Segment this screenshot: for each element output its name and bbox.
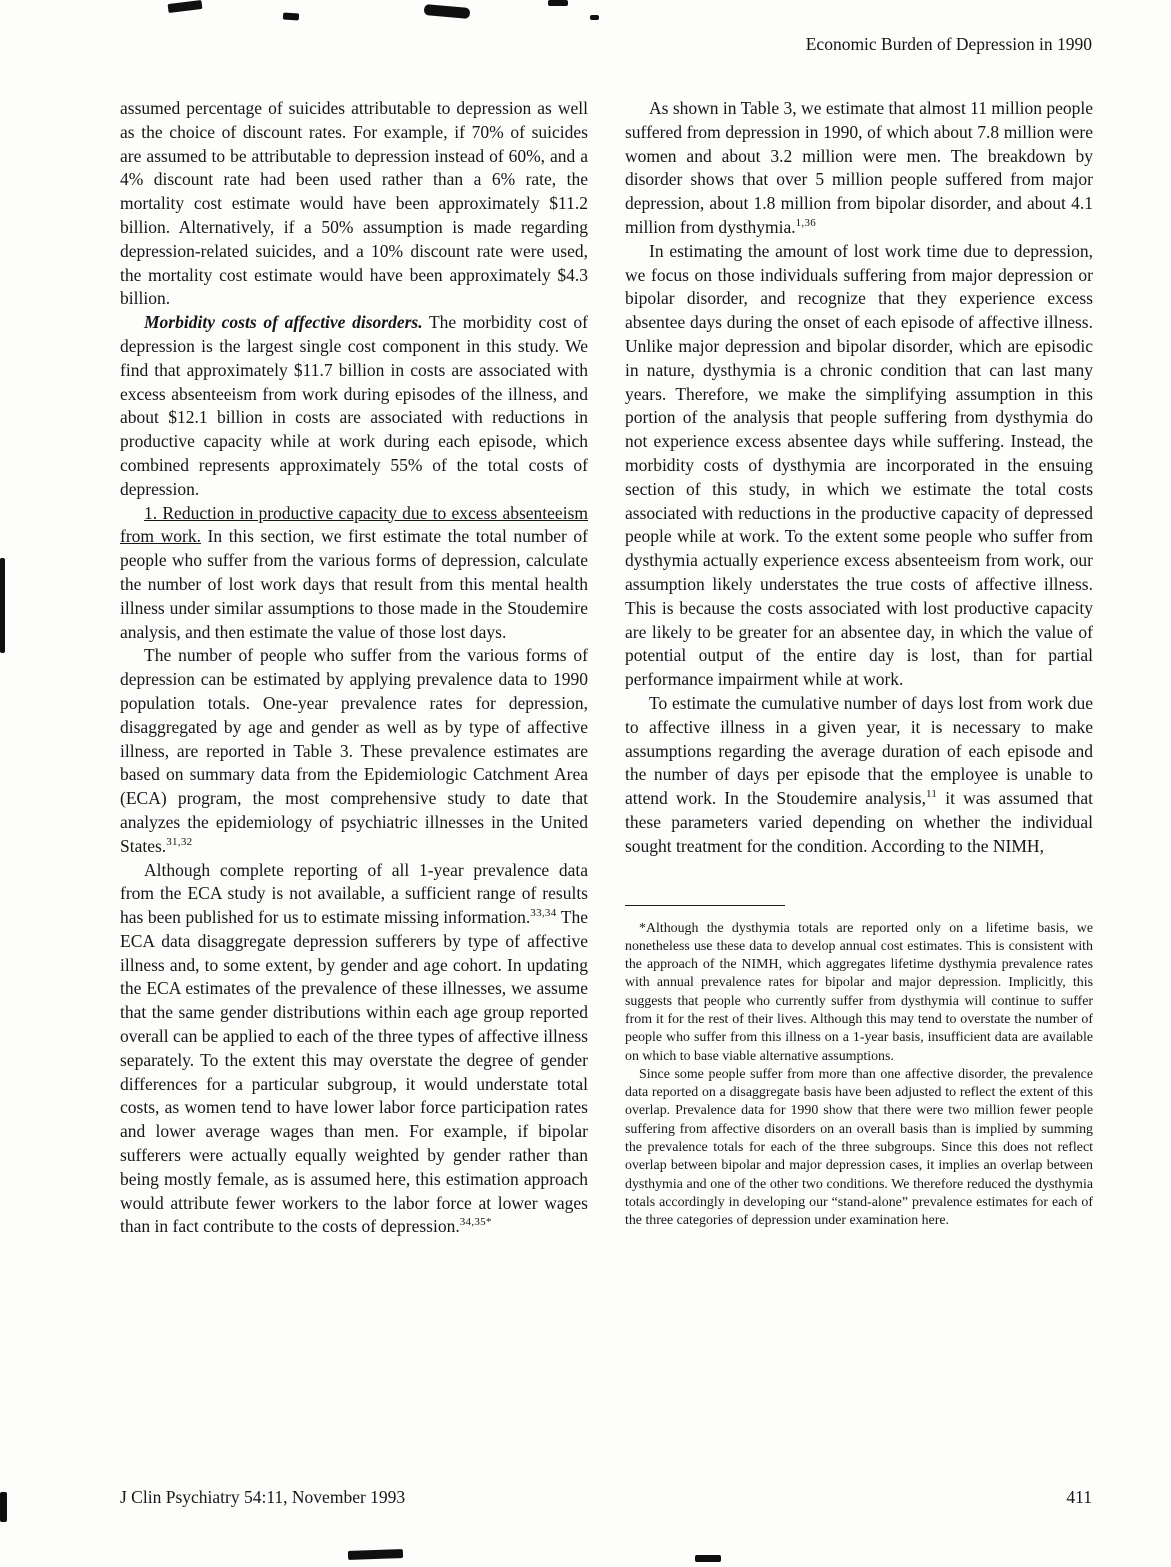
footnote-block <box>625 905 1093 1231</box>
paragraph <box>120 97 588 311</box>
paragraph <box>625 97 1093 240</box>
scan-artifact <box>168 0 203 13</box>
section-heading-underlined: 1. Reduction in productive capacity due to excess absenteeism from work. <box>120 502 588 547</box>
scan-artifact <box>348 1549 403 1560</box>
paragraph <box>120 502 588 645</box>
page-number: 411 <box>1066 1487 1092 1507</box>
footnote-paragraph <box>625 920 1093 1066</box>
citation-ref: 1,36 <box>795 217 817 230</box>
paragraph-lead-bold-italic: Morbidity costs of affective disorders. <box>144 312 423 333</box>
text-run: *Although the dysthymia totals are reported only on a lifetime basis, we nonetheless use these data to develop annual cost estimates. This is consistent with the approach of the NIMH, which aggregates lifetime dysthymia prevalence rates with annual prevalence rates for bipolar and major depression. Implicitly, this suggests that people who currently suffer from dysthymia will continue to suffer from it for the rest of their lives. Although this may tend to overstate the number of people who suffer from this illness on a 1-year basis, insufficient data are available on which to base viable alternative assumptions. <box>625 920 1093 1064</box>
running-footer <box>120 1487 1092 1508</box>
paragraph <box>625 240 1093 692</box>
text-run: In estimating the amount of lost work time due to depression, we focus on those individuals suffering from major depression or bipolar disorder, and recognize that they experience excess absentee days during the onset of each episode of affective illness. Unlike major depression and bipolar disorder, which are episodic in nature, dysthymia is a chronic condition that can last many years. Therefore, we make the simplifying assumption in this portion of the analysis that people suffering from dysthymia do not experience excess absentee days while suffering. Instead, the morbidity costs of dysthymia are incorporated in the ensuing section of this study, in which we estimate the total costs associated with reductions in the productive capacity of depressed people while at work. To the extent some people who suffer from dysthymia actually experience excess absenteeism from work, our assumption likely understates the true costs of affective illness. This is because the costs associated with lost productive capacity are likely to be greater for an absentee day, in which the value of potential output of the entire day is lost, than for partial performance impairment while at work. <box>625 240 1093 690</box>
text-run: In this section, we first estimate the total number of people who suffer from the various forms of depression, calculate the number of lost work days that result from this mental health illness under similar assumptions to those made in the Stoudemire analysis, and then estimate the value of those lost days. <box>120 526 589 642</box>
scan-artifact <box>695 1555 721 1562</box>
text-run: The number of people who suffer from the various forms of depression can be estimated by applying prevalence data to 1990 population totals. One-year prevalence rates for depression, disaggregated by age and gender as well as by type of affective illness, are reported in Table 3. These prevalence estimates are based on summary data from the Epidemiologic Catchment Area (ECA) program, the most comprehensive study to date that analyzes the epidemiology of psychiatric illnesses in the United States. <box>120 645 588 856</box>
running-header-title: Economic Burden of Depression in 1990 <box>805 34 1092 54</box>
body-columns <box>120 97 1092 1239</box>
paragraph <box>120 859 588 1240</box>
running-header <box>120 34 1092 55</box>
text-run: Since some people suffer from more than one affective disorder, the prevalence data reported on a disaggregate basis have been adjusted to reflect the extent of this overlap. Prevalence data for 1990 show that there were two million fewer people suffering from affective disorders on an overall basis than is implied by summing the prevalence totals for each of the three subgroups. Since this does not reflect overlap between bipolar and major depression cases, it implies an overlap between dysthymia and one of the other two conditions. We therefore reduced the dysthymia totals accordingly in developing our “stand-alone” prevalence estimates for each of the three categories of depression under examination here. <box>625 1066 1093 1229</box>
journal-citation: J Clin Psychiatry 54:11, November 1993 <box>120 1487 406 1507</box>
footnote-paragraph <box>625 1066 1093 1231</box>
text-run: The morbidity cost of depression is the largest single cost component in this study. We find that approximately $11.7 billion in costs are associated with excess absenteeism from work during episodes of the illness, and about $12.1 billion in costs are associated with reductions in productive capacity while at work during each episode, which combined represents approximately 55% of the total costs of depression. <box>120 312 588 499</box>
text-run: As shown in Table 3, we estimate that almost 11 million people suffered from depression in 1990, of which about 7.8 million were women and about 3.2 million were men. The breakdown by disorder shows that over 5 million people suffered from major depression, about 1.8 million from bipolar disorder, and about 4.1 million from dysthymia. <box>625 98 1093 237</box>
citation-ref: 31,32 <box>166 835 193 848</box>
paragraph <box>625 692 1093 859</box>
scan-artifact <box>0 1492 7 1522</box>
citation-ref: 33,34 <box>530 907 557 920</box>
text-run: To estimate the cumulative number of days lost from work due to affective illness in a given year, it is necessary to make assumptions regarding the average duration of each episode and the number of days per episode that the employee is unable to attend work. In the Stoudemire analysis, <box>625 692 1093 809</box>
paragraph <box>120 311 588 501</box>
paragraph <box>120 644 588 858</box>
text-run: The ECA data disaggregate depression sufferers by type of affective illness and, to some extent, by gender and age cohort. In updating the ECA estimates of the prevalence of these illnesses, we assume that the same gender distributions within each age group reported overall can be applied to each of the three types of affective illness separately. To the extent this may overstate the degree of gender differences for a particular subgroup, it would understate total costs, as women tend to have lower labor force participation rates and lower average wages than men. For example, if bipolar sufferers were actually equally weighted by gender rather than being mostly female, as is assumed here, this estimation approach would attribute fewer workers to the labor force at lower wages than in fact contribute to the costs of depression. <box>120 907 588 1237</box>
text-run: it was assumed that these parameters varied depending on whether the individual sought treatment for the condition. According to the NIMH, <box>625 788 1093 856</box>
scan-artifact <box>590 15 599 20</box>
text-run: assumed percentage of suicides attributable to depression as well as the choice of discount rates. For example, if 70% of suicides are assumed to be attributable to depression instead of 60%, and a 4% discount rate had been used rather than a 6% rate, the mortality cost estimate would have been approximately $11.2 billion. Alternatively, if a 50% assumption is made regarding depression-related suicides, and a 10% discount rate were used, the mortality cost estimate would have been approximately $4.3 billion. <box>120 98 588 309</box>
footnote-rule <box>625 905 785 906</box>
scan-artifact <box>0 558 5 653</box>
citation-ref: 34,35* <box>459 1216 492 1229</box>
right-column <box>625 97 1093 1239</box>
left-column <box>120 97 588 1239</box>
scan-artifact <box>283 12 299 20</box>
scan-artifact <box>424 4 471 19</box>
citation-ref: 11 <box>925 788 938 801</box>
scan-artifact <box>548 0 568 6</box>
text-run: Although complete reporting of all 1-year prevalence data from the ECA study is not available, a sufficient range of results has been published for us to estimate missing information. <box>120 859 588 928</box>
